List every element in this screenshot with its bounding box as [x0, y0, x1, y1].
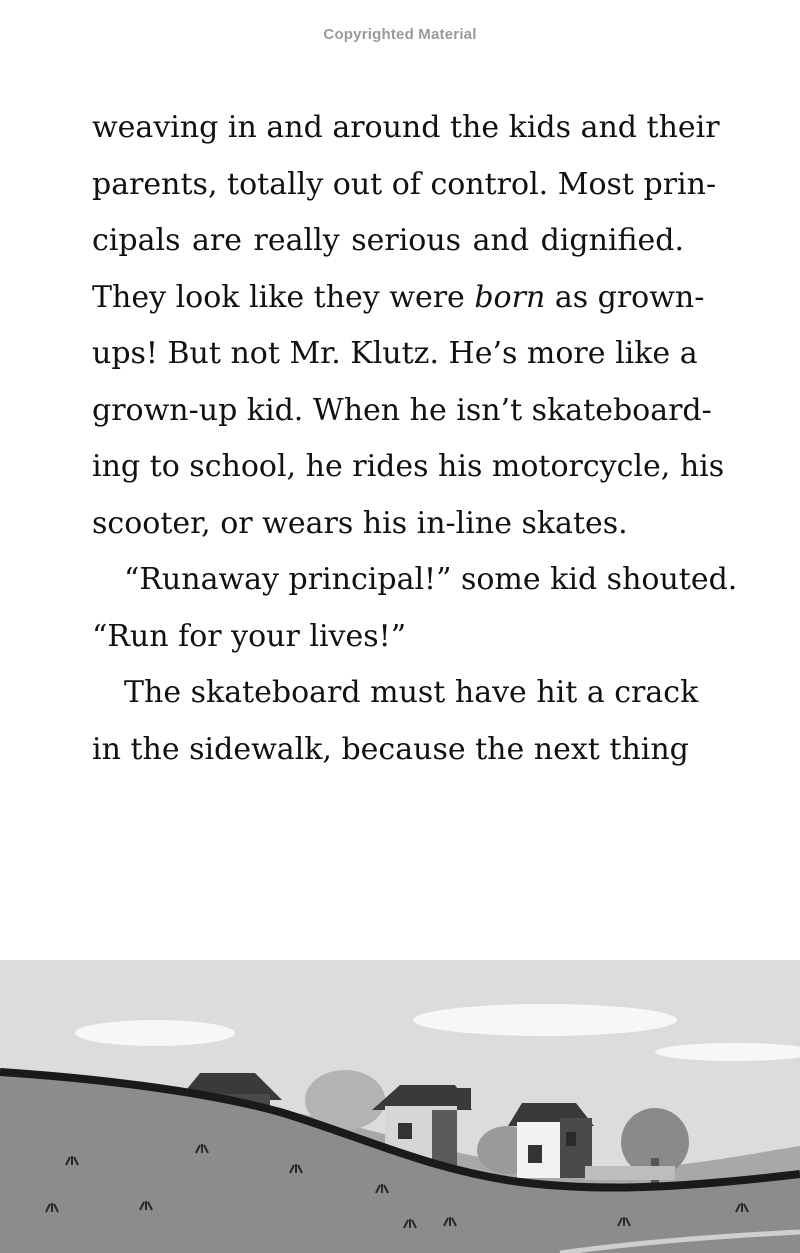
text-line: cipals are really serious and dignified. — [92, 223, 684, 258]
text-line — [92, 270, 705, 327]
text-line: “Run for your lives!” — [92, 618, 407, 654]
text-segment: They look like they were — [92, 279, 475, 315]
text-line: scooter, or wears his in-line skates. — [92, 505, 628, 541]
page-body-text — [92, 100, 738, 778]
text-line: ing to school, he rides his motorcycle, his — [92, 449, 725, 484]
text-line: in the sidewalk, because the next thing — [92, 731, 689, 767]
text-line: “Runaway principal!” some kid shouted. — [124, 562, 738, 597]
text-segment: as grown- — [545, 279, 705, 315]
house-icon — [508, 1103, 594, 1178]
hillside-town-illustration — [0, 960, 800, 1253]
emphasized-word: born — [474, 279, 546, 315]
cloud — [413, 1004, 677, 1036]
text-line: ups! But not Mr. Klutz. He’s more like a — [92, 336, 698, 371]
picket-fence — [585, 1166, 675, 1180]
text-line: weaving in and around the kids and their — [92, 110, 720, 145]
cloud — [75, 1020, 235, 1046]
text-line: The skateboard must have hit a crack — [124, 675, 699, 710]
text-line: grown-up kid. When he isn’t skateboard- — [92, 392, 712, 428]
text-line: parents, totally out of control. Most prin- — [92, 166, 717, 202]
copyright-watermark: Copyrighted Material — [323, 26, 477, 43]
